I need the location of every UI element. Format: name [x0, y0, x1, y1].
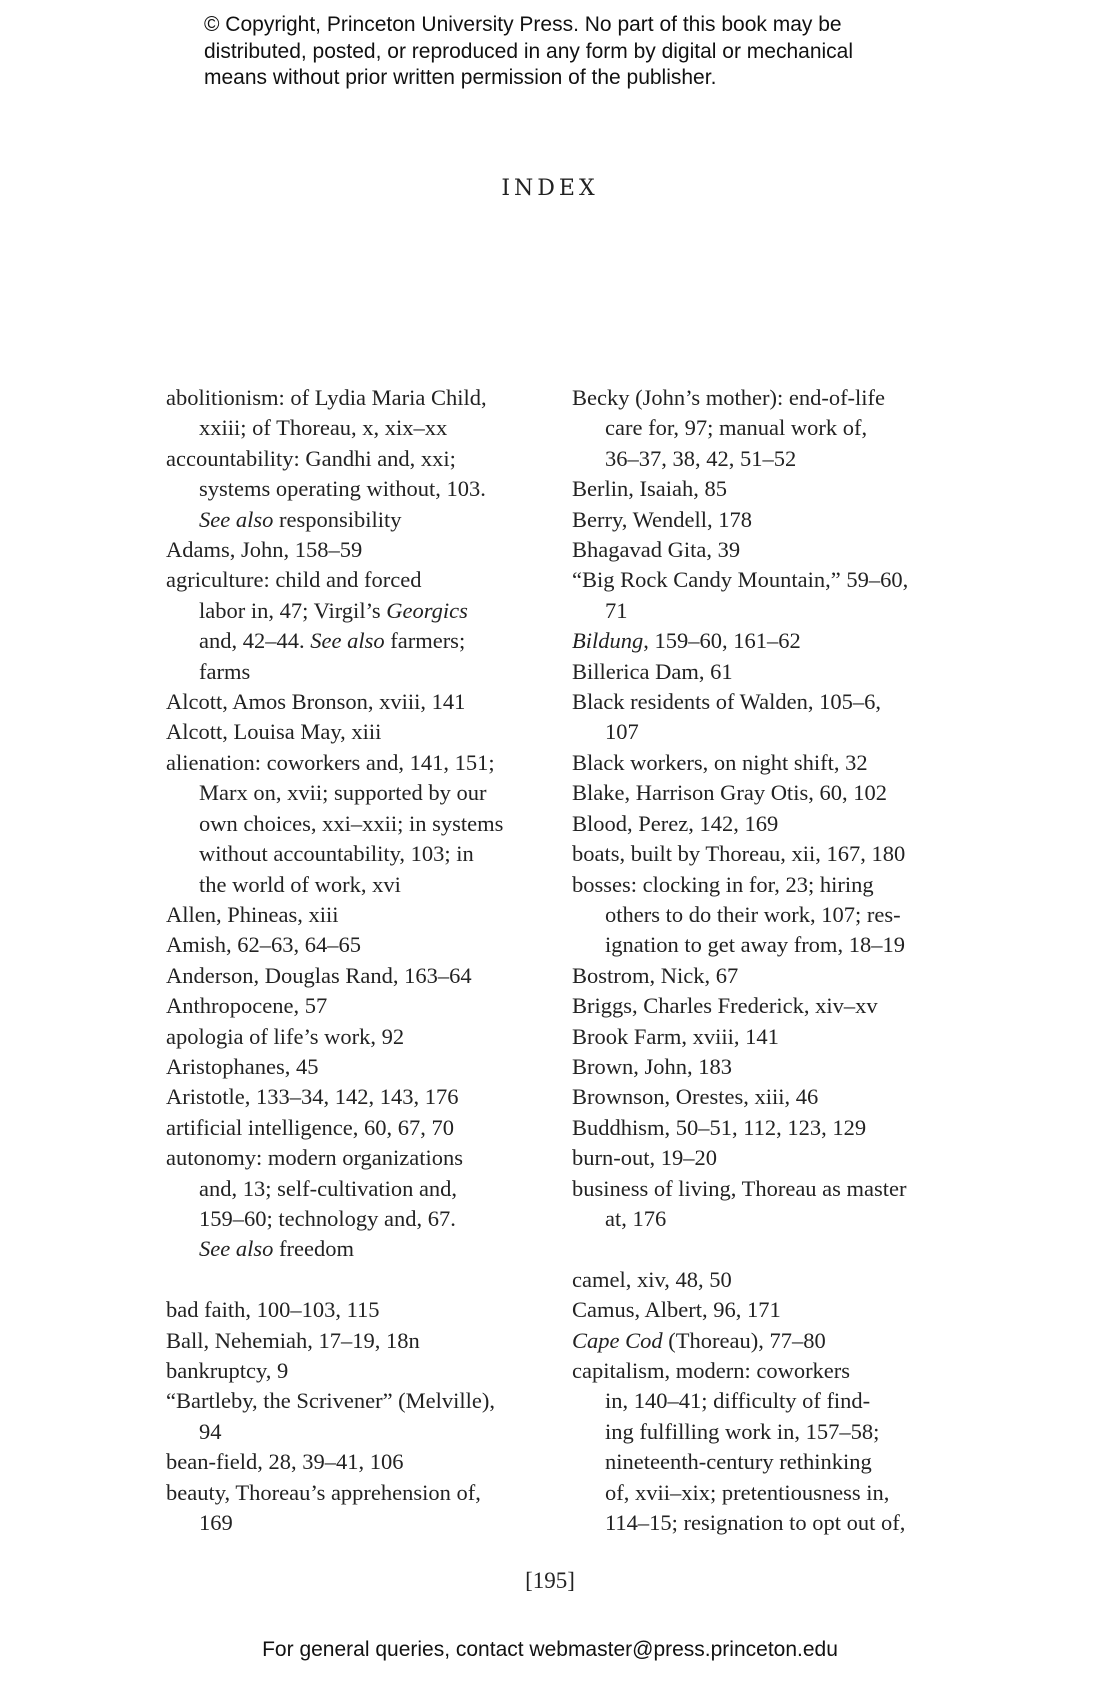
- index-entry-heading: Blood, Perez, 142, 169: [572, 810, 779, 836]
- index-entry-heading: burn-out, 19–20: [572, 1145, 717, 1171]
- index-entry: [572, 474, 942, 504]
- index-entry: [166, 383, 526, 444]
- index-entry-heading: Billerica Dam, 61: [572, 658, 733, 684]
- index-entry: [572, 870, 942, 961]
- index-entry-heading: capitalism, modern: coworkers: [572, 1357, 851, 1383]
- index-entry: [166, 961, 526, 991]
- copyright-line: means without prior written permission of the publisher.: [204, 66, 717, 89]
- index-column-right: [572, 383, 942, 1538]
- index-entry-heading: Black residents of Walden, 105–6,: [572, 689, 881, 715]
- index-entry-heading: Becky (John’s mother): end-of-life: [572, 385, 886, 410]
- index-entry: [572, 383, 942, 474]
- index-entry-continuation: own choices, xxi–xxii; in systems: [199, 810, 504, 836]
- index-entry-heading: Alcott, Louisa May, xiii: [166, 719, 382, 745]
- index-entry-heading: abolitionism: of Lydia Maria Child,: [166, 385, 487, 410]
- index-entry-continuation: 36–37, 38, 42, 51–52: [605, 445, 797, 471]
- index-entry: [166, 1143, 526, 1265]
- index-entry-continuation: the world of work, xvi: [199, 871, 401, 897]
- index-entry: [166, 1478, 526, 1539]
- section-gap: [572, 1234, 942, 1264]
- footer-contact: For general queries, contact webmaster@press.princeton.edu: [262, 1638, 838, 1661]
- index-entry-continuation: others to do their work, 107; res-: [605, 901, 901, 927]
- index-entry: [166, 1356, 526, 1386]
- index-entry-heading: Cape Cod (Thoreau), 77–80: [572, 1327, 826, 1353]
- index-entry: [572, 1082, 942, 1112]
- index-entry: [572, 657, 942, 687]
- index-entry: [572, 778, 942, 808]
- index-entry: [572, 626, 942, 656]
- index-entry-continuation: without accountability, 103; in: [199, 841, 474, 867]
- index-entry: [572, 1022, 942, 1052]
- index-entry: [166, 930, 526, 960]
- index-entry: [166, 687, 526, 717]
- index-entry-heading: Anthropocene, 57: [166, 993, 328, 1019]
- index-entry-heading: Berry, Wendell, 178: [572, 506, 753, 532]
- index-entry-heading: Black workers, on night shift, 32: [572, 749, 868, 775]
- index-entry: [572, 991, 942, 1021]
- copyright-line: © Copyright, Princeton University Press. No part of this book may be: [204, 13, 842, 36]
- index-entry-continuation: 114–15; resignation to opt out of,: [605, 1510, 906, 1536]
- page-title: INDEX: [501, 176, 599, 201]
- index-entry-heading: Briggs, Charles Frederick, xiv–xv: [572, 993, 878, 1019]
- index-entry-continuation: 94: [199, 1418, 222, 1444]
- index-entry-heading: agriculture: child and forced: [166, 567, 422, 593]
- index-entry-continuation: Marx on, xvii; supported by our: [199, 780, 487, 806]
- index-entry: [166, 1052, 526, 1082]
- index-entry-heading: Alcott, Amos Bronson, xviii, 141: [166, 689, 466, 715]
- index-entry-heading: Brook Farm, xviii, 141: [572, 1023, 779, 1049]
- index-entry-continuation: xxiii; of Thoreau, x, xix–xx: [199, 415, 448, 441]
- index-entry-heading: Aristophanes, 45: [166, 1053, 319, 1079]
- index-entry: [166, 565, 526, 687]
- index-entry: [572, 748, 942, 778]
- index-entry: [572, 1143, 942, 1173]
- index-entry: [166, 748, 526, 900]
- index-entry: [166, 900, 526, 930]
- index-entry: [166, 1295, 526, 1325]
- index-entry: [572, 961, 942, 991]
- index-entry: [166, 1022, 526, 1052]
- index-entry-continuation: labor in, 47; Virgil’s Georgics: [199, 597, 468, 623]
- index-entry-heading: Anderson, Douglas Rand, 163–64: [166, 962, 472, 988]
- page-number: [195]: [525, 1568, 575, 1593]
- index-entry: [166, 1113, 526, 1143]
- index-entry-continuation: 159–60; technology and, 67.: [199, 1205, 456, 1231]
- index-entry: [166, 1447, 526, 1477]
- index-entry: [572, 1295, 942, 1325]
- index-entry-heading: Allen, Phineas, xiii: [166, 901, 339, 927]
- index-entry-continuation: systems operating without, 103.: [199, 476, 486, 502]
- index-entry-heading: camel, xiv, 48, 50: [572, 1266, 732, 1292]
- index-entry-heading: business of living, Thoreau as master: [572, 1175, 907, 1201]
- index-entry: [572, 1113, 942, 1143]
- index-entry-continuation: See also freedom: [199, 1236, 354, 1262]
- index-entry-heading: Adams, John, 158–59: [166, 537, 363, 563]
- index-entry: [572, 809, 942, 839]
- index-entry-heading: Bhagavad Gita, 39: [572, 537, 741, 563]
- index-entry-heading: Buddhism, 50–51, 112, 123, 129: [572, 1114, 867, 1140]
- index-entry-heading: Bostrom, Nick, 67: [572, 962, 739, 988]
- index-entry: [166, 717, 526, 747]
- index-entry-heading: Brown, John, 183: [572, 1053, 733, 1079]
- index-entry-continuation: 107: [605, 719, 639, 745]
- index-entry-heading: bean-field, 28, 39–41, 106: [166, 1449, 404, 1475]
- index-column-left: [166, 383, 526, 1538]
- index-entry-heading: alienation: coworkers and, 141, 151;: [166, 749, 495, 775]
- index-entry-heading: Amish, 62–63, 64–65: [166, 932, 362, 958]
- index-entry-heading: bosses: clocking in for, 23; hiring: [572, 871, 874, 897]
- index-entry-heading: bad faith, 100–103, 115: [166, 1297, 380, 1323]
- index-entry-continuation: ing fulfilling work in, 157–58;: [605, 1418, 880, 1444]
- index-entry: [572, 1265, 942, 1295]
- index-entry: [572, 505, 942, 535]
- index-entry-heading: artificial intelligence, 60, 67, 70: [166, 1114, 455, 1140]
- index-entry: [166, 1082, 526, 1112]
- index-entry-continuation: 71: [605, 597, 628, 623]
- index-entry-continuation: and, 13; self-cultivation and,: [199, 1175, 458, 1201]
- index-entry-heading: apologia of life’s work, 92: [166, 1023, 405, 1049]
- index-entry-heading: accountability: Gandhi and, xxi;: [166, 445, 456, 471]
- index-entry-continuation: care for, 97; manual work of,: [605, 415, 868, 441]
- index-entry: [572, 1326, 942, 1356]
- index-entry-heading: boats, built by Thoreau, xii, 167, 180: [572, 841, 906, 867]
- index-entry-heading: Camus, Albert, 96, 171: [572, 1297, 781, 1323]
- index-entry: [572, 839, 942, 869]
- index-entry-heading: “Bartleby, the Scrivener” (Melville),: [166, 1388, 496, 1414]
- section-gap: [166, 1265, 526, 1295]
- index-entry-continuation: in, 140–41; difficulty of find-: [605, 1388, 871, 1414]
- index-entry: [166, 1326, 526, 1356]
- index-entry: [572, 565, 942, 626]
- index-entry: [572, 1356, 942, 1538]
- index-entry: [572, 1052, 942, 1082]
- index-entry: [572, 1174, 942, 1235]
- index-entry-heading: Brownson, Orestes, xiii, 46: [572, 1084, 819, 1110]
- index-entry-heading: beauty, Thoreau’s apprehension of,: [166, 1479, 481, 1505]
- index-entry: [166, 535, 526, 565]
- index-entry-continuation: and, 42–44. See also farmers;: [199, 628, 466, 654]
- index-entry-continuation: See also responsibility: [199, 506, 402, 532]
- index-entry-continuation: 169: [199, 1510, 233, 1536]
- index-entry-heading: autonomy: modern organizations: [166, 1145, 464, 1171]
- index-entry: [166, 991, 526, 1021]
- index-entry-continuation: farms: [199, 658, 251, 684]
- index-entry-continuation: at, 176: [605, 1205, 667, 1231]
- index-entry-heading: bankruptcy, 9: [166, 1357, 289, 1383]
- index-entry-continuation: of, xvii–xix; pretentiousness in,: [605, 1479, 890, 1505]
- index-entry: [572, 687, 942, 748]
- index-entry: [572, 535, 942, 565]
- index-entry-heading: Aristotle, 133–34, 142, 143, 176: [166, 1084, 459, 1110]
- index-entry: [166, 1386, 526, 1447]
- index-entry-heading: Bildung, 159–60, 161–62: [572, 628, 801, 654]
- copyright-notice: [204, 12, 964, 92]
- index-entry-heading: “Big Rock Candy Mountain,” 59–60,: [572, 567, 909, 593]
- copyright-line: distributed, posted, or reproduced in any form by digital or mechanical: [204, 39, 854, 63]
- index-entry-continuation: ignation to get away from, 18–19: [605, 932, 905, 958]
- index-entry-heading: Ball, Nehemiah, 17–19, 18n: [166, 1327, 420, 1353]
- index-entry: [166, 444, 526, 535]
- index-entry-continuation: nineteenth-century rethinking: [605, 1449, 872, 1475]
- index-entry-heading: Berlin, Isaiah, 85: [572, 476, 727, 502]
- index-entry-heading: Blake, Harrison Gray Otis, 60, 102: [572, 780, 887, 806]
